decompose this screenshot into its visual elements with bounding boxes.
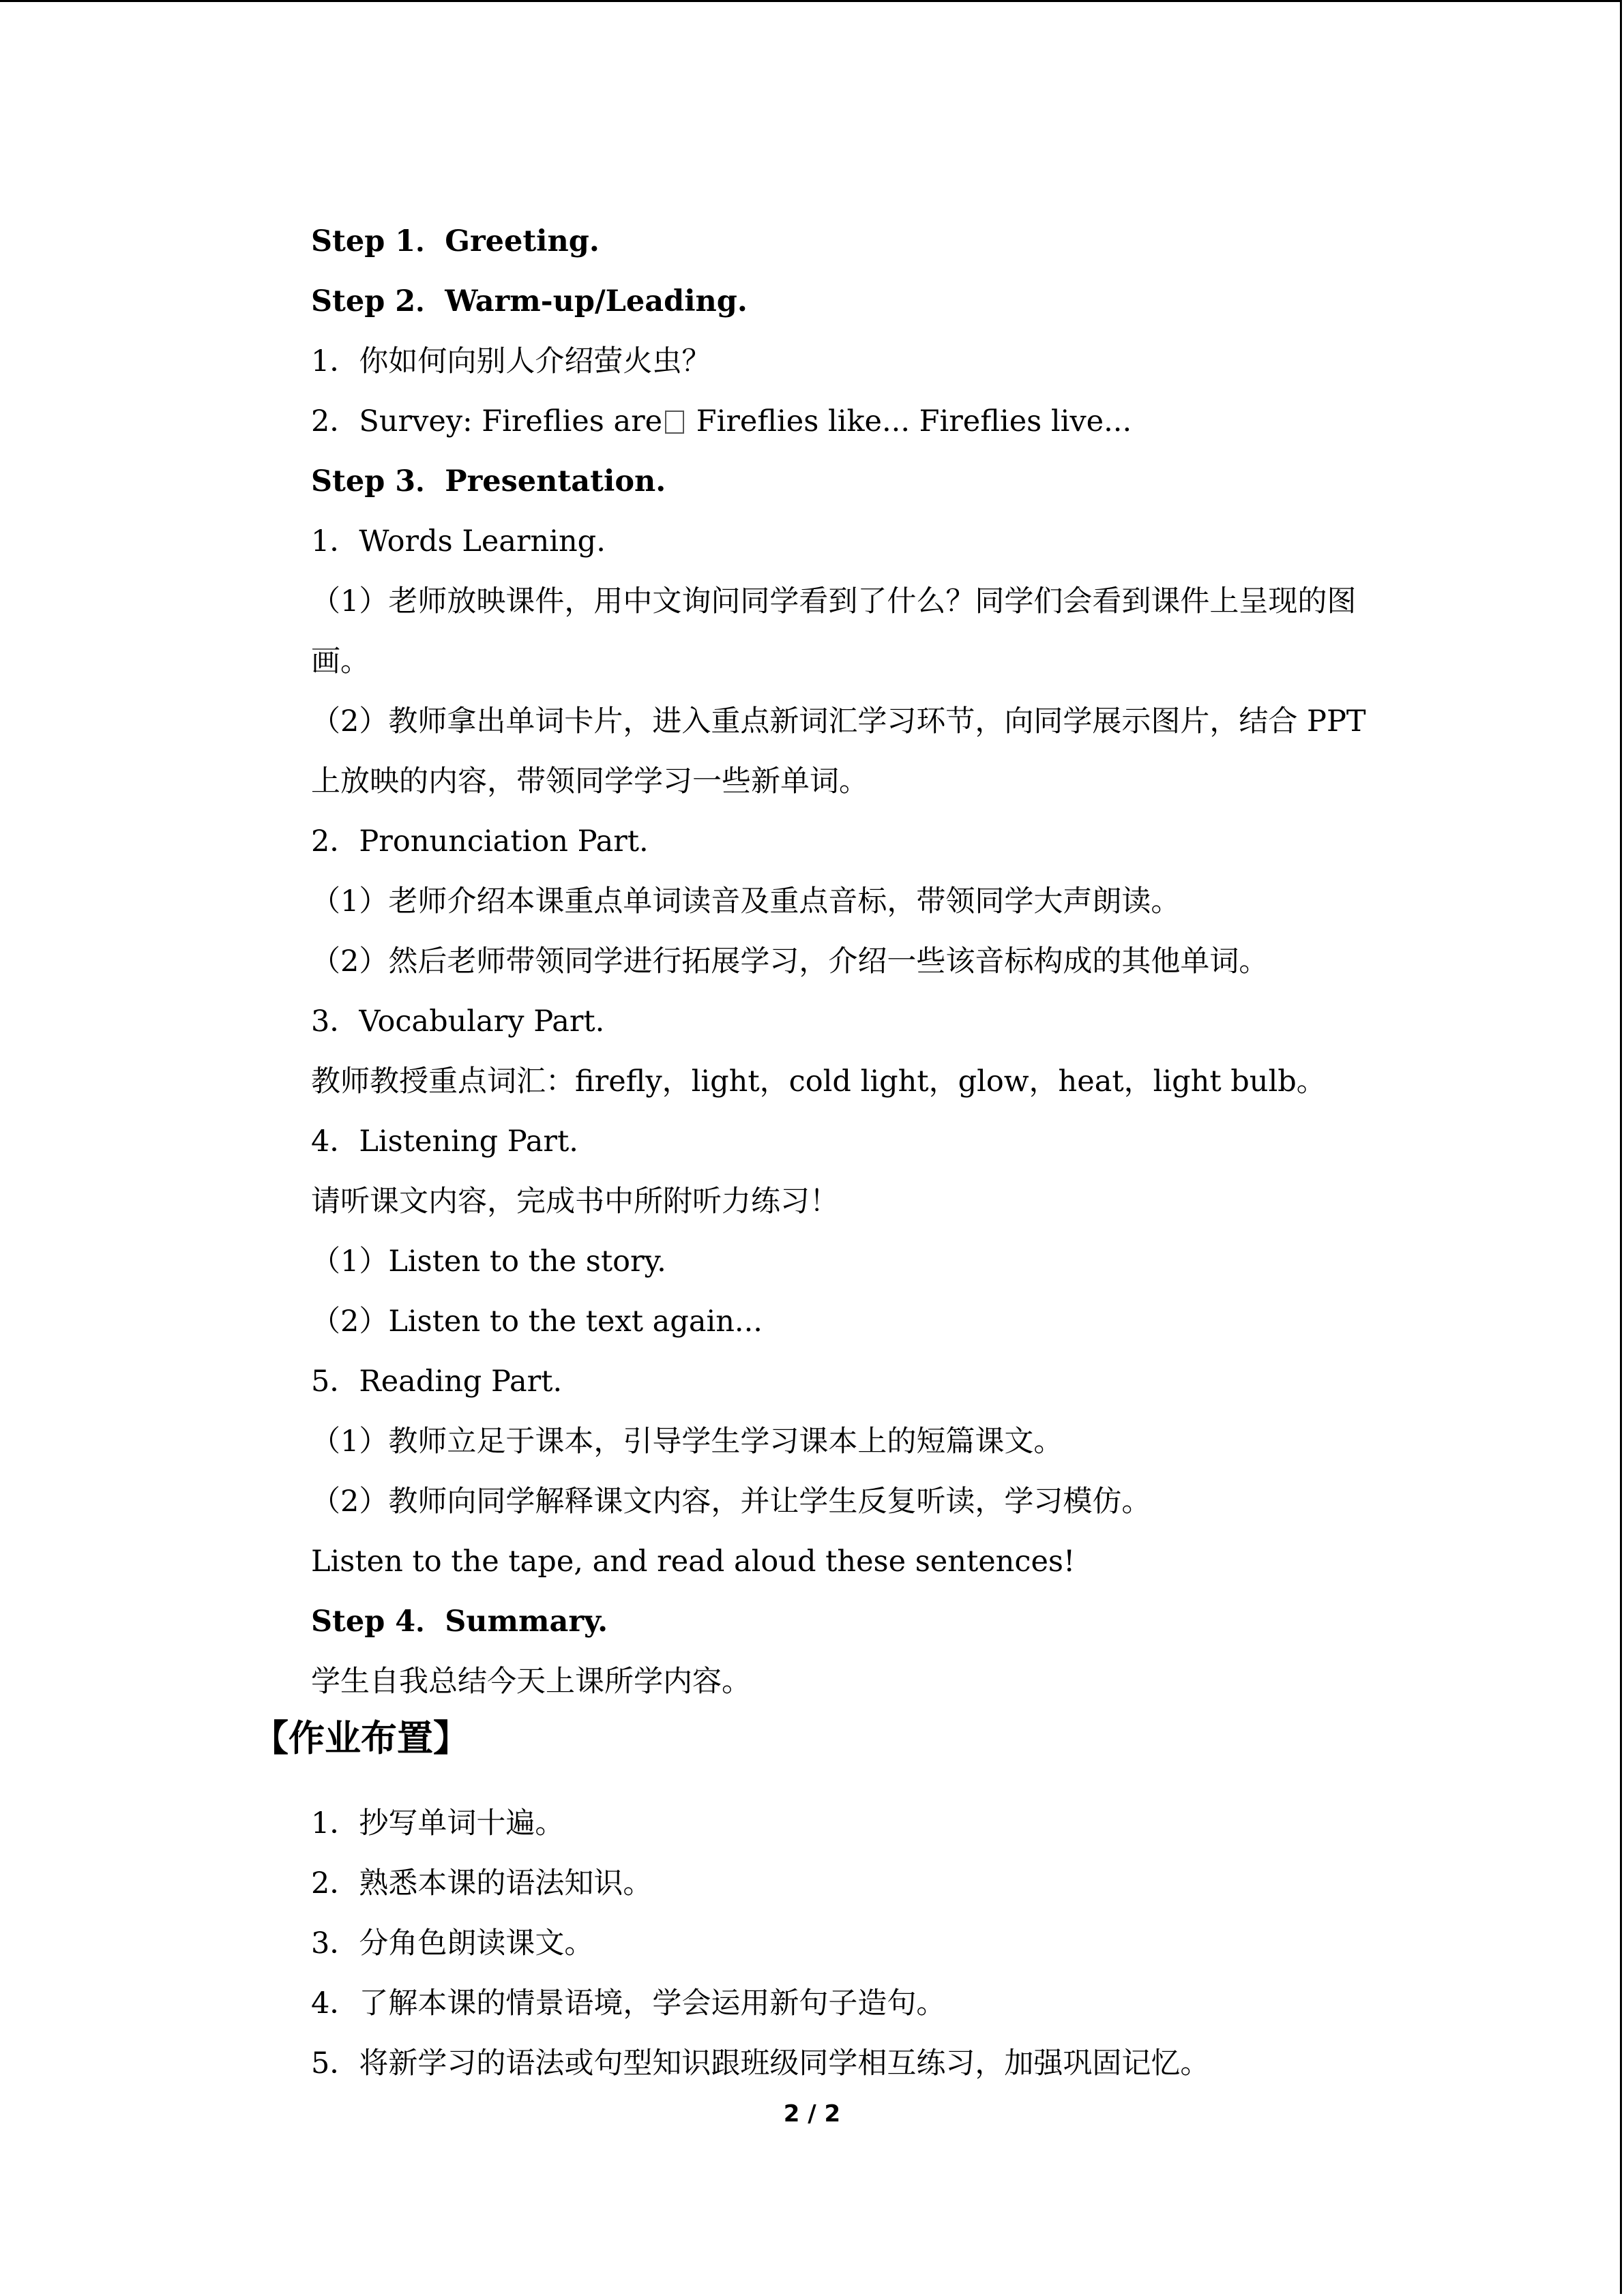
missing-glyph-box <box>665 411 684 434</box>
reading-1: （1）教师立足于课本，引导学生学习课本上的短篇课文。 <box>311 1425 1063 1459</box>
reading-instruction: Listen to the tape, and read aloud these sentences! <box>311 1545 1076 1579</box>
homework-list <box>311 1793 1375 2093</box>
words-learning-1: （1）老师放映课件，用中文询问同学看到了什么？同学们会看到课件上呈现的图画。 <box>311 584 1357 679</box>
listening-instruction: 请听课文内容，完成书中所附听力练习！ <box>311 1184 839 1219</box>
homework-item-5: 5．将新学习的语法或句型知识跟班级同学相互练习，加强巩固记忆。 <box>311 2046 1210 2081</box>
step-4-heading: Step 4．Summary. <box>311 1605 608 1639</box>
homework-item-2: 2．熟悉本课的语法知识。 <box>311 1866 653 1900</box>
step-2-heading: Step 2．Warm-up/Leading. <box>311 284 748 318</box>
listening-part: 4．Listening Part. <box>311 1124 578 1159</box>
homework-item-1: 1．抄写单词十遍。 <box>311 1806 565 1840</box>
homework-title: 【作业布置】 <box>252 1718 469 1759</box>
listening-1: （1）Listen to the story. <box>311 1244 666 1279</box>
survey-text: 2．Survey: Fireflies are <box>311 404 663 438</box>
step-1-heading: Step 1．Greeting. <box>311 224 600 258</box>
homework-item-3: 3．分角色朗读课文。 <box>311 1926 594 1960</box>
step-3-heading: Step 3．Presentation. <box>311 464 666 498</box>
homework-item-4: 4．了解本课的情景语境，学会运用新句子造句。 <box>311 1986 946 2021</box>
pronunciation-1: （1）老师介绍本课重点单词读音及重点音标，带领同学大声朗读。 <box>311 884 1181 919</box>
words-learning: 1．Words Learning. <box>311 524 606 558</box>
step-2-item-2 <box>311 391 1375 451</box>
page-number: 2 / 2 <box>783 2100 841 2128</box>
words-learning-2: （2）教师拿出单词卡片，进入重点新词汇学习环节，向同学展示图片，结合 PPT 上放映的内容，带领同学学习一些新单词。 <box>311 704 1366 799</box>
step-2-item-1: 1．你如何向别人介绍萤火虫？ <box>311 344 711 378</box>
listening-2: （2）Listen to the text again... <box>311 1304 763 1339</box>
vocabulary-part: 3．Vocabulary Part. <box>311 1004 605 1039</box>
vocabulary-list: 教师教授重点词汇：firefly，light，cold light，glow，heat，light bulb。 <box>311 1064 1326 1099</box>
pronunciation-2: （2）然后老师带领同学进行拓展学习，介绍一些该音标构成的其他单词。 <box>311 944 1269 979</box>
reading-part: 5．Reading Part. <box>311 1365 563 1399</box>
survey-suffix: Fireflies like... Fireflies live... <box>687 404 1132 438</box>
reading-2: （2）教师向同学解释课文内容，并让学生反复听读，学习模仿。 <box>311 1485 1151 1519</box>
pronunciation-part: 2．Pronunciation Part. <box>311 824 649 859</box>
lesson-steps <box>311 211 1375 1712</box>
summary-text: 学生自我总结今天上课所学内容。 <box>311 1665 751 1699</box>
